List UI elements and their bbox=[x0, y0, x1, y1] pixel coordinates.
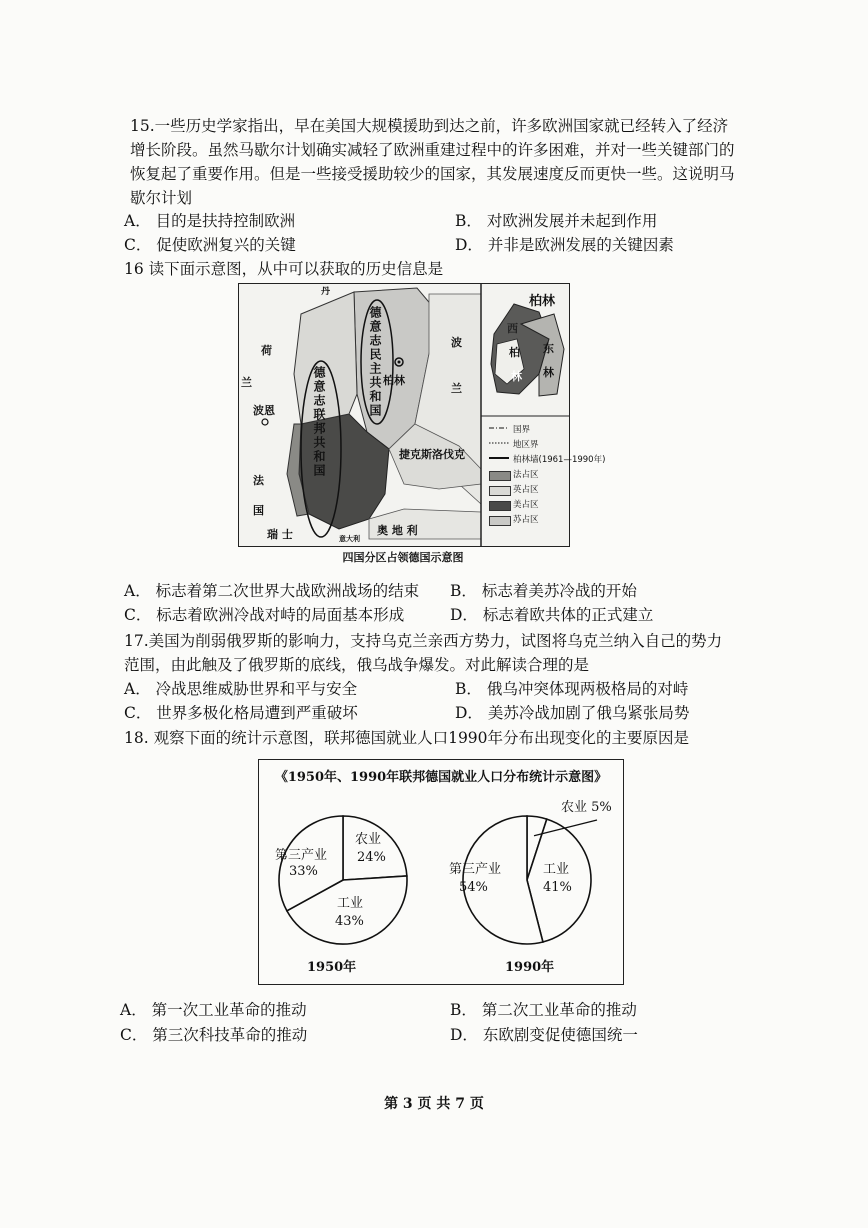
pie1950-value-tertiary: 33% bbox=[289, 864, 318, 879]
pie1950-value-industry: 43% bbox=[335, 914, 364, 929]
q15-line-3: 恢复起了重要作用。但是一些接受援助较少的国家，其发展速度反而更快一些。这说明马 bbox=[130, 165, 735, 183]
map-label-switzerland: 瑞 士 bbox=[267, 528, 293, 541]
pie1950-label-agriculture: 农业 bbox=[355, 832, 382, 847]
map-label-poland-2: 兰 bbox=[451, 382, 462, 395]
legend-soviet-zone: 苏占区 bbox=[513, 515, 539, 525]
q15-option-a[interactable]: A． 目的是扶持控制欧洲 bbox=[124, 212, 296, 230]
map-label-bonn: 波恩 bbox=[253, 404, 275, 417]
inset-label-west: 西 bbox=[507, 322, 518, 335]
q16-option-b[interactable]: B． 标志着美苏冷战的开始 bbox=[450, 582, 637, 600]
inset-label-bo: 柏 bbox=[509, 346, 520, 359]
q16-option-d[interactable]: D． 标志着欧共体的正式建立 bbox=[450, 606, 654, 624]
q15-line-4: 歇尔计划 bbox=[130, 189, 193, 207]
map-label-france-2: 国 bbox=[253, 504, 264, 517]
map-label-austria: 奥 地 利 bbox=[377, 524, 418, 537]
chart-title: 《1950年、1990年联邦德国就业人口分布统计示意图》 bbox=[274, 770, 608, 785]
legend-french-zone: 法占区 bbox=[513, 470, 539, 480]
map-label-berlin: 柏林 bbox=[383, 374, 405, 387]
pie1950-slice-agriculture bbox=[343, 816, 407, 880]
q15-line-2: 增长阶段。虽然马歇尔计划确实减轻了欧洲重建过程中的许多困难，并对一些关键部门的 bbox=[130, 141, 735, 159]
map-label-poland-1: 波 bbox=[451, 336, 462, 349]
q17-option-c[interactable]: C． 世界多极化格局遭到严重破坏 bbox=[124, 704, 358, 722]
map-label-italy: 意大利 bbox=[339, 535, 360, 543]
legend-swatch-soviet bbox=[489, 516, 511, 526]
legend-national-border: 国界 bbox=[513, 425, 531, 435]
map-caption: 四国分区占领德国示意图 bbox=[342, 551, 464, 564]
pie1990-label-industry: 工业 bbox=[543, 862, 570, 877]
pie1950-label-industry: 工业 bbox=[337, 896, 364, 911]
q15-option-b[interactable]: B． 对欧洲发展并未起到作用 bbox=[455, 212, 658, 230]
legend-british-zone: 英占区 bbox=[513, 485, 539, 495]
q16-stem: 16 读下面示意图，从中可以获取的历史信息是 bbox=[124, 260, 444, 278]
inset-title-berlin: 柏林 bbox=[529, 294, 556, 309]
q18-option-d[interactable]: D． 东欧剧变促使德国统一 bbox=[450, 1026, 638, 1044]
map-label-czechoslovakia: 捷克斯洛伐克 bbox=[399, 448, 465, 461]
pie1990-year: 1990年 bbox=[505, 960, 555, 975]
legend-us-zone: 美占区 bbox=[513, 500, 539, 510]
pie1990-value-tertiary: 54% bbox=[459, 880, 488, 895]
q15-option-d[interactable]: D． 并非是欧洲发展的关键因素 bbox=[455, 236, 674, 254]
q17-option-d[interactable]: D． 美苏冷战加剧了俄乌紧张局势 bbox=[455, 704, 690, 722]
pie1990-value-industry: 41% bbox=[543, 880, 572, 895]
q17-line-1: 17.美国为削弱俄罗斯的影响力，支持乌克兰亲西方势力，试图将乌克兰纳入自己的势力 bbox=[124, 632, 723, 650]
q17-option-b[interactable]: B． 俄乌冲突体现两极格局的对峙 bbox=[455, 680, 689, 698]
q18-option-b[interactable]: B． 第二次工业革命的推动 bbox=[450, 1001, 637, 1019]
q16-option-a[interactable]: A． 标志着第二次世界大战欧洲战场的结束 bbox=[124, 582, 420, 600]
q18-option-a[interactable]: A． 第一次工业革命的推动 bbox=[120, 1001, 307, 1019]
q18-stem: 18. 观察下面的统计示意图，联邦德国就业人口1990年分布出现变化的主要原因是 bbox=[124, 729, 690, 747]
inset-label-east-lin: 林 bbox=[543, 366, 554, 379]
page-footer: 第 3 页 共 7 页 bbox=[384, 1096, 484, 1112]
map-label-gdr: 德意志民主共和国 bbox=[368, 306, 382, 418]
q15-option-c[interactable]: C． 促使欧洲复兴的关键 bbox=[124, 236, 296, 254]
inset-label-lin: 林 bbox=[511, 370, 522, 383]
germany-occupation-map bbox=[238, 283, 606, 547]
map-label-netherlands-1: 荷 bbox=[261, 344, 272, 357]
legend-swatch-us bbox=[489, 501, 511, 511]
legend-berlin-wall: 柏林墙(1961—1990年) bbox=[513, 455, 606, 465]
map-label-netherlands-2: 兰 bbox=[241, 376, 252, 389]
map-label-frg: 德意志联邦共和国 bbox=[312, 366, 326, 478]
q16-option-c[interactable]: C． 标志着欧洲冷战对峙的局面基本形成 bbox=[124, 606, 405, 624]
pie1950-value-agriculture: 24% bbox=[357, 850, 386, 865]
map-label-france-1: 法 bbox=[253, 474, 264, 487]
q18-option-c[interactable]: C． 第三次科技革命的推动 bbox=[120, 1026, 308, 1044]
pie1990-label-agriculture: 农业 5% bbox=[561, 800, 612, 815]
pie1950-year: 1950年 bbox=[307, 960, 357, 975]
map-label-denmark: 丹 bbox=[321, 287, 331, 297]
employment-pie-chart bbox=[258, 759, 624, 985]
legend-swatch-british bbox=[489, 486, 511, 496]
pie1990-label-tertiary: 第三产业 bbox=[449, 862, 502, 877]
legend-swatch-french bbox=[489, 471, 511, 481]
legend-region-border: 地区界 bbox=[513, 440, 539, 450]
q17-option-a[interactable]: A． 冷战思维威胁世界和平与安全 bbox=[124, 680, 358, 698]
q15-line-1: 15.一些历史学家指出，早在美国大规模援助到达之前，许多欧洲国家就已经转入了经济 bbox=[130, 117, 729, 135]
q17-line-2: 范围，由此触及了俄罗斯的底线，俄乌战争爆发。对此解读合理的是 bbox=[124, 656, 590, 674]
inset-label-east: 东 bbox=[543, 342, 554, 355]
pie1950-label-tertiary: 第三产业 bbox=[275, 848, 328, 863]
